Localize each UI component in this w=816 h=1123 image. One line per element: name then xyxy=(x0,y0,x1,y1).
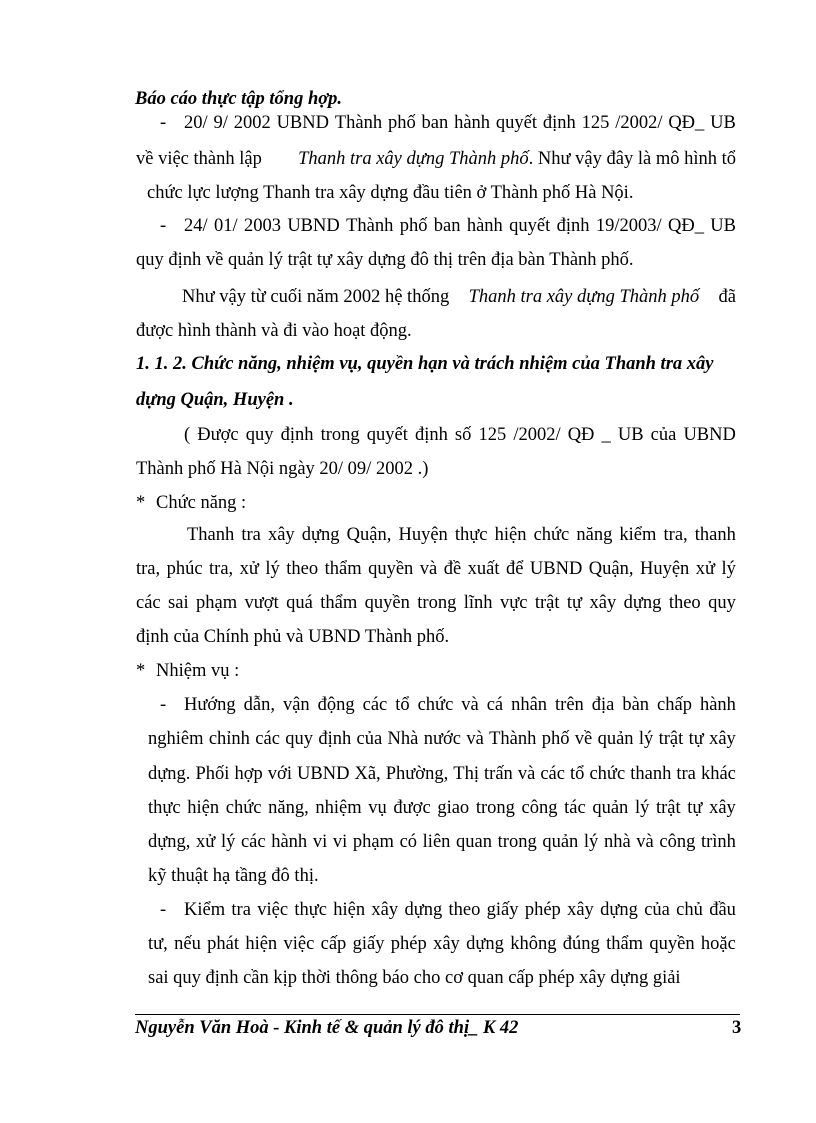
chuc-nang-line-2 xyxy=(136,558,736,580)
bullet-1-line-2 xyxy=(136,148,736,170)
word: 125 xyxy=(581,113,610,133)
footer-author: Nguyễn Văn Hoà - Kinh tế & quản lý đô thị_ K 42 xyxy=(135,1018,519,1038)
word: dựng xyxy=(404,900,443,920)
word: UBND xyxy=(287,216,340,236)
word: xuất xyxy=(467,559,500,579)
word: thanh xyxy=(694,525,736,545)
word: nếu xyxy=(174,934,201,954)
nhiem-vu-2-line-2 xyxy=(148,933,736,955)
word: quan xyxy=(456,832,493,852)
word: hành xyxy=(466,216,503,236)
word: cấp xyxy=(320,934,347,954)
word: nghiêm xyxy=(148,729,204,749)
word: Thành xyxy=(346,216,394,236)
word: hiện xyxy=(494,525,527,545)
word: và xyxy=(517,764,536,784)
word: lý xyxy=(721,559,736,579)
word: vận xyxy=(282,695,310,715)
word: thực xyxy=(294,900,327,920)
chuc-nang-line-4: định của Chính phủ và UBND Thành phố. xyxy=(136,627,450,647)
text-segment: . Như vậy đây là mô hình tổ xyxy=(528,149,736,169)
word: tự xyxy=(566,593,583,613)
word: tra, xyxy=(209,559,234,579)
nhiem-vu-1-line-4 xyxy=(148,797,736,819)
word: của xyxy=(644,900,670,920)
word: quy xyxy=(285,729,313,749)
word: của xyxy=(356,729,383,749)
word: /2002/ xyxy=(513,425,561,445)
nhiem-vu-1-line-2 xyxy=(148,728,736,750)
word: _ xyxy=(601,425,611,445)
word: phép xyxy=(524,900,561,920)
word: UB xyxy=(710,216,736,236)
bullet-dash: - xyxy=(160,216,167,236)
word: để xyxy=(505,559,524,579)
word: hành xyxy=(454,113,491,133)
word: thẩm xyxy=(320,593,358,613)
word: 19/2003/ xyxy=(595,216,662,236)
word: trật xyxy=(658,729,684,749)
word: xây xyxy=(589,593,617,613)
nhiem-vu-2-line-3: sai quy định cần kịp thời thông báo cho cơ quan cấp phép xây dựng giải xyxy=(148,968,681,988)
word: Hướng xyxy=(184,695,236,715)
bullet-2-line-1 xyxy=(184,215,736,237)
word: UB xyxy=(617,425,644,445)
word: 20/ xyxy=(184,113,208,133)
word: UBND xyxy=(683,425,736,445)
word: xử xyxy=(239,559,259,579)
word: Huyện xyxy=(639,559,690,579)
word: phố xyxy=(399,216,428,236)
nhiem-vu-1-line-1 xyxy=(184,694,736,716)
text-segment: đã xyxy=(718,287,736,307)
word: UBND xyxy=(276,113,329,133)
text-segment: Như vậy từ cuối năm 2002 hệ thống xyxy=(182,287,450,307)
word: trong xyxy=(417,593,457,613)
word: giao xyxy=(437,798,470,818)
bullet-dash: - xyxy=(160,900,167,920)
word: UB xyxy=(710,113,736,133)
word: xử xyxy=(695,559,716,579)
word: quản xyxy=(542,832,579,852)
word: xây xyxy=(709,729,736,749)
word: vi xyxy=(312,832,328,852)
word: xây xyxy=(371,900,399,920)
word: tra xyxy=(241,525,261,545)
word: Quận, xyxy=(588,559,634,579)
word: thẩm xyxy=(606,934,644,954)
text-segment: về việc thành lập xyxy=(136,149,262,169)
word: vi xyxy=(332,832,348,852)
word: liên xyxy=(422,832,451,852)
word: phố xyxy=(387,113,416,133)
word: lý xyxy=(220,832,236,852)
word: vượt xyxy=(244,593,279,613)
word: tác xyxy=(564,798,586,818)
word: giấy xyxy=(352,934,385,954)
word: QĐ xyxy=(567,425,595,445)
word: chấp xyxy=(657,695,692,715)
word: việc xyxy=(283,934,315,954)
word: xây xyxy=(267,525,295,545)
word: xây xyxy=(433,934,460,954)
word: UBND xyxy=(297,764,350,784)
word: 2003 xyxy=(243,216,281,236)
word: nhiệm xyxy=(315,798,362,818)
word: năng, xyxy=(268,798,309,818)
word: trật xyxy=(534,593,560,613)
star-bullet: * xyxy=(136,661,146,681)
word: đúng xyxy=(562,934,600,954)
word: Nhà xyxy=(387,729,419,749)
word: hợp xyxy=(234,764,263,784)
word: dựng xyxy=(466,934,504,954)
word: năng xyxy=(576,525,613,545)
italic-org-name: Thanh tra xây dựng Thành phố xyxy=(298,149,529,169)
word: thanh xyxy=(630,764,672,784)
word: ban xyxy=(421,113,449,133)
word: xây xyxy=(567,900,594,920)
word: hiện xyxy=(245,934,278,954)
bullet-1-line-3: chức lực lượng Thanh tra xây dựng đầu tiên ở Thành phố Hà Nội. xyxy=(147,183,634,203)
word: xử xyxy=(196,832,216,852)
word: hành xyxy=(271,832,308,852)
word: theo xyxy=(448,900,481,920)
report-title: Báo cáo thực tập tổng hợp. xyxy=(135,89,343,109)
word: nhà xyxy=(603,832,631,852)
word: trình xyxy=(700,832,736,852)
word: trên xyxy=(555,695,584,715)
word: Thành xyxy=(489,729,537,749)
word: 125 xyxy=(478,425,507,445)
word: và xyxy=(461,695,479,715)
word: các xyxy=(255,729,280,749)
word: Quận, xyxy=(346,525,392,545)
text-segment xyxy=(298,148,736,170)
word: đề xyxy=(443,559,462,579)
word: và xyxy=(636,832,654,852)
word: chức xyxy=(417,695,454,715)
bullet-dash: - xyxy=(160,695,167,715)
nhiem-vu-label: Nhiệm vụ : xyxy=(156,661,240,681)
paragraph-1-line-2: được hình thành và đi vào hoạt động. xyxy=(136,321,412,341)
star-bullet: * xyxy=(136,493,146,513)
word: quyền xyxy=(368,559,414,579)
word: trong xyxy=(320,425,360,445)
word: dựng xyxy=(301,525,340,545)
word: Huyện xyxy=(398,525,448,545)
word: với xyxy=(267,764,292,784)
word: quyết xyxy=(495,113,538,133)
word: địa xyxy=(591,695,615,715)
word: bàn xyxy=(622,695,650,715)
word: theo xyxy=(668,593,701,613)
word: tư, xyxy=(148,934,168,954)
word: chức xyxy=(589,764,626,784)
nhiem-vu-1-line-6: kỹ thuật hạ tầng đô thị. xyxy=(148,866,319,886)
word: định xyxy=(280,425,314,445)
word: tự xyxy=(687,798,703,818)
word: 2002 xyxy=(233,113,271,133)
section-heading-line-1: 1. 1. 2. Chức năng, nhiệm vụ, quyền hạn và trách nhiệm của Thanh tra xây xyxy=(136,354,714,374)
word: vực xyxy=(499,593,528,613)
word: lĩnh xyxy=(463,593,493,613)
word: phúc xyxy=(166,559,203,579)
word: trong xyxy=(475,798,515,818)
word: cá xyxy=(486,695,504,715)
word: dựng xyxy=(623,593,662,613)
word: không xyxy=(510,934,557,954)
word: quản xyxy=(597,729,634,749)
word: hành xyxy=(699,695,736,715)
italic-org-name: Thanh tra xây dựng Thành phố xyxy=(468,287,700,307)
word: các xyxy=(136,593,161,613)
reference-line-1 xyxy=(184,424,736,446)
word: /2002/ xyxy=(615,113,663,133)
word: chỉnh xyxy=(208,729,250,749)
word: định xyxy=(542,113,576,133)
word: tra xyxy=(676,764,696,784)
word: quyền xyxy=(364,593,410,613)
word: vụ xyxy=(368,798,387,818)
paragraph-1-line-1 xyxy=(182,286,736,308)
word: tự xyxy=(688,729,704,749)
word: hiện xyxy=(333,900,366,920)
word: quy xyxy=(708,593,736,613)
chuc-nang-line-3 xyxy=(136,592,736,614)
word: các xyxy=(362,695,388,715)
word: kiểm xyxy=(619,525,657,545)
bullet-1-line-1 xyxy=(184,112,736,134)
word: quá xyxy=(286,593,313,613)
word: các xyxy=(540,764,565,784)
bullet-dash: - xyxy=(160,113,167,133)
word: QĐ_ xyxy=(668,113,705,133)
word: nước xyxy=(423,729,461,749)
word: Thành xyxy=(334,113,383,133)
word: động xyxy=(317,695,355,715)
word: khác xyxy=(700,764,736,784)
word: chức xyxy=(533,525,570,545)
word: trấn xyxy=(484,764,513,784)
word: có xyxy=(399,832,418,852)
word: sai xyxy=(168,593,189,613)
word: QĐ_ xyxy=(667,216,704,236)
word: về xyxy=(574,729,593,749)
word: xây xyxy=(709,798,736,818)
word: tra, xyxy=(663,525,688,545)
page-number: 3 xyxy=(732,1018,742,1038)
word: định xyxy=(556,216,590,236)
footer-divider xyxy=(135,1014,740,1015)
word: định xyxy=(318,729,352,749)
word: quy xyxy=(245,425,274,445)
word: ban xyxy=(433,216,461,236)
word: tổ xyxy=(395,695,410,715)
word: thẩm xyxy=(324,559,362,579)
word: Thanh xyxy=(187,525,235,545)
word: công xyxy=(659,832,696,852)
word: lý xyxy=(638,729,654,749)
word: dẫn, xyxy=(243,695,275,715)
word: quyết xyxy=(366,425,408,445)
nhiem-vu-2-line-1 xyxy=(184,899,736,921)
word: 9/ xyxy=(213,113,228,133)
word: phạm xyxy=(352,832,394,852)
word: và xyxy=(419,559,438,579)
chuc-nang-label: Chức năng : xyxy=(156,493,247,513)
word: UBND xyxy=(529,559,583,579)
word: và xyxy=(466,729,484,749)
word: được xyxy=(393,798,431,818)
word: công xyxy=(521,798,558,818)
word: đầu xyxy=(709,900,736,920)
word: 01/ xyxy=(213,216,238,236)
word: tra xyxy=(231,900,251,920)
word: nhân xyxy=(511,695,548,715)
word: quản xyxy=(592,798,629,818)
word: hoặc xyxy=(700,934,736,954)
word: Phối xyxy=(195,764,230,784)
word: 24/ xyxy=(184,216,208,236)
word: Thị xyxy=(453,764,479,784)
nhiem-vu-1-line-5 xyxy=(148,831,736,853)
word: phố xyxy=(541,729,570,749)
word: lý xyxy=(583,832,599,852)
word: giấy xyxy=(486,900,519,920)
word: Phường, xyxy=(385,764,449,784)
word: chức xyxy=(225,798,262,818)
word: việc xyxy=(257,900,289,920)
word: định xyxy=(414,425,448,445)
word: theo xyxy=(286,559,319,579)
word: dựng. xyxy=(148,764,191,784)
word: Được xyxy=(197,425,239,445)
word: các xyxy=(240,832,266,852)
word: số xyxy=(454,425,472,445)
word: phát xyxy=(207,934,239,954)
word: tra, xyxy=(136,559,161,579)
bullet-2-line-2: quy định về quản lý trật tự xây dựng đô thị trên địa bàn Thành phố. xyxy=(136,250,634,270)
word: phạm xyxy=(196,593,238,613)
word: lý xyxy=(634,798,650,818)
word: thực xyxy=(454,525,488,545)
word: ( xyxy=(184,425,191,445)
chuc-nang-line-1 xyxy=(187,524,736,546)
word: quyết xyxy=(509,216,551,236)
word: Kiểm xyxy=(184,900,226,920)
word: tổ xyxy=(570,764,585,784)
nhiem-vu-1-line-3 xyxy=(148,763,736,785)
section-heading-line-2: dựng Quận, Huyện . xyxy=(136,390,294,410)
word: thực xyxy=(148,798,181,818)
reference-line-2: Thành phố Hà Nội ngày 20/ 09/ 2002 .) xyxy=(136,459,429,479)
word: của xyxy=(650,425,677,445)
word: dựng xyxy=(600,900,638,920)
word: lý xyxy=(265,559,280,579)
word: hiện xyxy=(187,798,220,818)
word: trong xyxy=(497,832,537,852)
word: phép xyxy=(390,934,427,954)
word: chủ xyxy=(676,900,703,920)
word: quyền xyxy=(649,934,695,954)
word: Xã, xyxy=(354,764,381,784)
word: dựng, xyxy=(148,832,191,852)
word: trật xyxy=(655,798,681,818)
